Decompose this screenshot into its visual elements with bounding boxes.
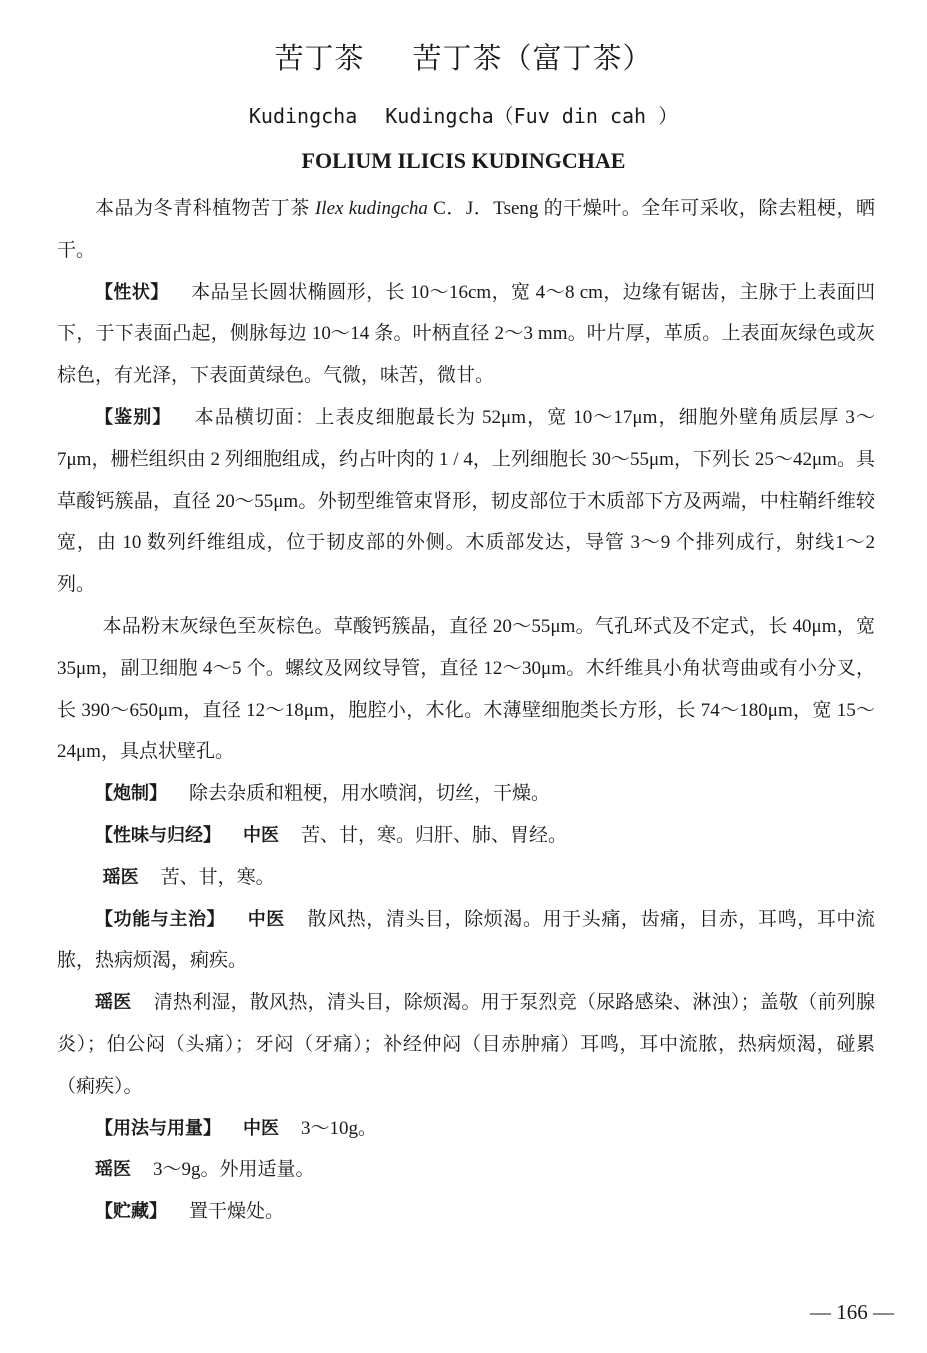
page-number: — 166 — [810,1300,894,1324]
intro-paragraph [57,188,875,272]
page-title [0,36,927,77]
title-chinese: 苦丁茶 [274,41,365,75]
yao-label: 瑶医 [95,992,132,1014]
zhuang-name: Fuv din cah [513,104,647,128]
section-paozhi [57,773,875,815]
yao-text: 3～9g。外用适量。 [153,1159,315,1181]
section-text: 本品横切面：上表皮细胞最长为 52μm，宽 10～17μm，细胞外壁角质层厚 3～7μm，栅栏组织由 2 列细胞组成，约占叶肉的 1 / 4，上列细胞长 30～55μm，下列长 25～42μm。具草酸钙簇晶，直径 20～55μm。外韧型维管束肾形，韧皮部位于木质部下方及两端，中柱鞘纤维较宽，由 10 数列纤维组成，位于韧皮部的外侧。木质部发达，导管 3～9 个排列成行，射线1～2 列。 [57,406,876,596]
section-heading: 【炮制】 [95,783,167,805]
pinyin-name: Kudingcha [248,104,358,128]
yao-label: 瑶医 [95,1159,131,1181]
section-heading: 【贮藏】 [95,1201,167,1223]
section-heading: 【用法与用量】 [95,1117,221,1139]
tcm-label: 中医 [243,1117,279,1139]
section-gongneng-yao [57,982,875,1107]
section-yongfa-yao [57,1149,875,1191]
section-heading: 【鉴别】 [95,406,172,428]
title-yao: 苦丁茶（富丁茶） [412,41,653,75]
tcm-text: 苦、甘，寒。归肝、肺、胃经。 [301,824,568,846]
intro-text-post: C．J．Tseng 的干燥叶。全年可采收，除去粗梗，晒干。 [57,198,875,261]
section-heading: 【功能与主治】 [95,908,226,930]
tcm-label: 中医 [247,908,285,930]
section-xingwei [57,815,875,857]
section-yongfa [57,1108,875,1150]
tcm-text: 散风热，清头目，除烦渴。用于头痛，齿痛，目赤，耳鸣，耳中流脓，热病烦渴，痢疾。 [57,908,875,972]
section-heading: 【性味与归经】 [95,824,221,846]
section-text: 本品呈长圆状椭圆形，长 10～16cm，宽 4～8 cm，边缘有锯齿，主脉于上表面凹下，于下表面凸起，侧脉每边 10～14 条。叶柄直径 2～3 mm。叶片厚，革质。上表面灰绿色或灰棕色，有光泽，下表面黄绿色。气微，味苦，微甘。 [57,281,875,387]
section-text: 除去杂质和粗梗，用水喷润，切丝，干燥。 [189,783,551,805]
yao-label: 瑶医 [102,866,139,888]
monograph-body [57,188,875,1233]
species-name: Ilex kudingcha [314,198,428,219]
pinyin-subtitle [0,100,927,129]
section-jianbie-powder: 本品粉末灰绿色至灰棕色。草酸钙簇晶，直径 20～55μm。气孔环式及不定式，长 40μm，宽 35μm，副卫细胞 4～5 个。螺纹及网纹导管，直径 12～30μm。木纤维具小角状弯曲或有小分叉，长 390～650μm，直径 12～18μm，胞腔小，木化。木薄壁细胞类长方形，长 74～180μm，宽 15～24μm，具点状壁孔。 [57,615,875,763]
yao-text: 苦、甘，寒。 [160,866,275,888]
section-xingwei-yao [57,857,875,899]
section-gongneng [57,899,875,983]
pinyin-name-yao-pre: Kudingcha（ [385,104,514,128]
pinyin-name-yao-post: ） [646,104,679,128]
section-xingzhuang [57,272,875,397]
section-text: 置干燥处。 [189,1201,285,1223]
tcm-text: 3～10g。 [301,1117,378,1139]
intro-text-pre: 本品为冬青科植物苦丁茶 [95,198,315,219]
tcm-label: 中医 [243,824,279,846]
section-zhucang [57,1191,875,1233]
section-heading: 【性状】 [95,281,169,303]
section-jianbie [57,397,875,606]
latin-name: FOLIUM ILICIS KUDINGCHAE [301,148,626,173]
yao-text: 清热利湿，散风热，清头目，除烦渴。用于泵烈竞（尿路感染、淋浊）；盖敬（前列腺炎）；伯公闷（头痛）；牙闷（牙痛）；补经仲闷（目赤肿痛）耳鸣，耳中流脓，热病烦渴，碰累（痢疾）。 [57,992,875,1097]
